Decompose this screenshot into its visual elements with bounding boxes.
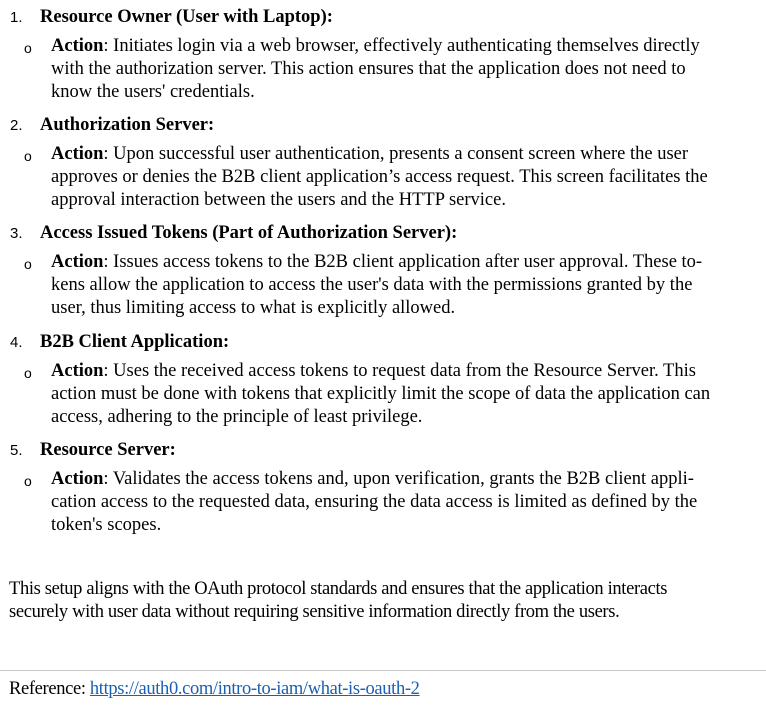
action-line <box>51 491 697 514</box>
action-line <box>51 251 702 274</box>
action-line-text: user, thus limiting access to what is explicitly allowed. <box>51 298 456 318</box>
summary-line: This setup aligns with the OAuth protocol standards and ensures that the application interacts <box>9 579 668 599</box>
bullet-icon: o <box>24 365 32 381</box>
action-line-text: : Initiates login via a web browser, effectively authenticating themselves directly <box>103 36 700 56</box>
action-line-text: cation access to the requested data, ensuring the data access is limited as defined by the <box>51 492 698 512</box>
bullet-icon: o <box>24 148 32 164</box>
action-line <box>51 468 697 491</box>
action-line <box>51 406 710 429</box>
action-text <box>51 360 710 429</box>
item-number: 4. <box>10 334 23 351</box>
action-line <box>51 360 710 383</box>
action-line <box>51 514 697 537</box>
action-label: Action <box>51 361 104 381</box>
action-line <box>51 189 708 212</box>
action-line <box>51 58 700 81</box>
action-line-text: know the users' credentials. <box>51 82 255 102</box>
action-line-text: : Validates the access tokens and, upon verification, grants the B2B client appli- <box>103 469 694 489</box>
action-text <box>51 143 708 212</box>
bullet-icon: o <box>24 40 32 56</box>
action-line-text: access, adhering to the principle of least privilege. <box>51 407 423 427</box>
action-line-text: with the authorization server. This action ensures that the application does not need to <box>51 59 686 79</box>
action-label: Action <box>51 252 104 272</box>
action-line-text: action must be done with tokens that explicitly limit the scope of data the application can <box>51 384 711 404</box>
item-title: B2B Client Application: <box>40 332 230 352</box>
reference-link[interactable]: https://auth0.com/intro-to-iam/what-is-oauth-2 <box>89 679 420 699</box>
action-line <box>51 274 702 297</box>
summary-paragraph <box>9 578 667 624</box>
action-label: Action <box>51 469 104 489</box>
reference-label: Reference: <box>9 679 90 699</box>
bullet-icon: o <box>24 256 32 272</box>
action-label: Action <box>51 144 104 164</box>
action-line-text: kens allow the application to access the user's data with the permissions granted by the <box>51 275 693 295</box>
action-line <box>51 166 708 189</box>
item-title: Resource Server: <box>40 440 176 460</box>
action-line <box>51 297 702 320</box>
item-number: 2. <box>10 117 23 134</box>
divider <box>0 670 766 671</box>
action-line-text: approves or denies the B2B client application’s access request. This screen facilitates the <box>51 167 708 187</box>
action-line-text: : Upon successful user authentication, presents a consent screen where the user <box>103 144 689 164</box>
reference <box>9 678 420 701</box>
item-title: Authorization Server: <box>40 115 215 135</box>
action-line-text: approval interaction between the users and the HTTP service. <box>51 190 506 210</box>
action-line <box>51 81 700 104</box>
action-label: Action <box>51 36 104 56</box>
summary-line: securely with user data without requiring sensitive information directly from the users. <box>9 602 620 622</box>
item-title: Resource Owner (User with Laptop): <box>40 7 333 27</box>
action-line <box>51 35 700 58</box>
item-title: Access Issued Tokens (Part of Authorization Server): <box>40 223 458 243</box>
action-line-text: token's scopes. <box>51 515 162 535</box>
item-number: 3. <box>10 225 23 242</box>
action-line <box>51 143 708 166</box>
action-line-text: : Uses the received access tokens to request data from the Resource Server. This <box>103 361 696 381</box>
action-text <box>51 468 697 537</box>
action-line <box>51 383 710 406</box>
item-number: 5. <box>10 442 23 459</box>
item-number: 1. <box>10 9 23 26</box>
action-line-text: : Issues access tokens to the B2B client application after user approval. These to- <box>103 252 703 272</box>
action-text <box>51 35 700 104</box>
action-text <box>51 251 702 320</box>
bullet-icon: o <box>24 473 32 489</box>
